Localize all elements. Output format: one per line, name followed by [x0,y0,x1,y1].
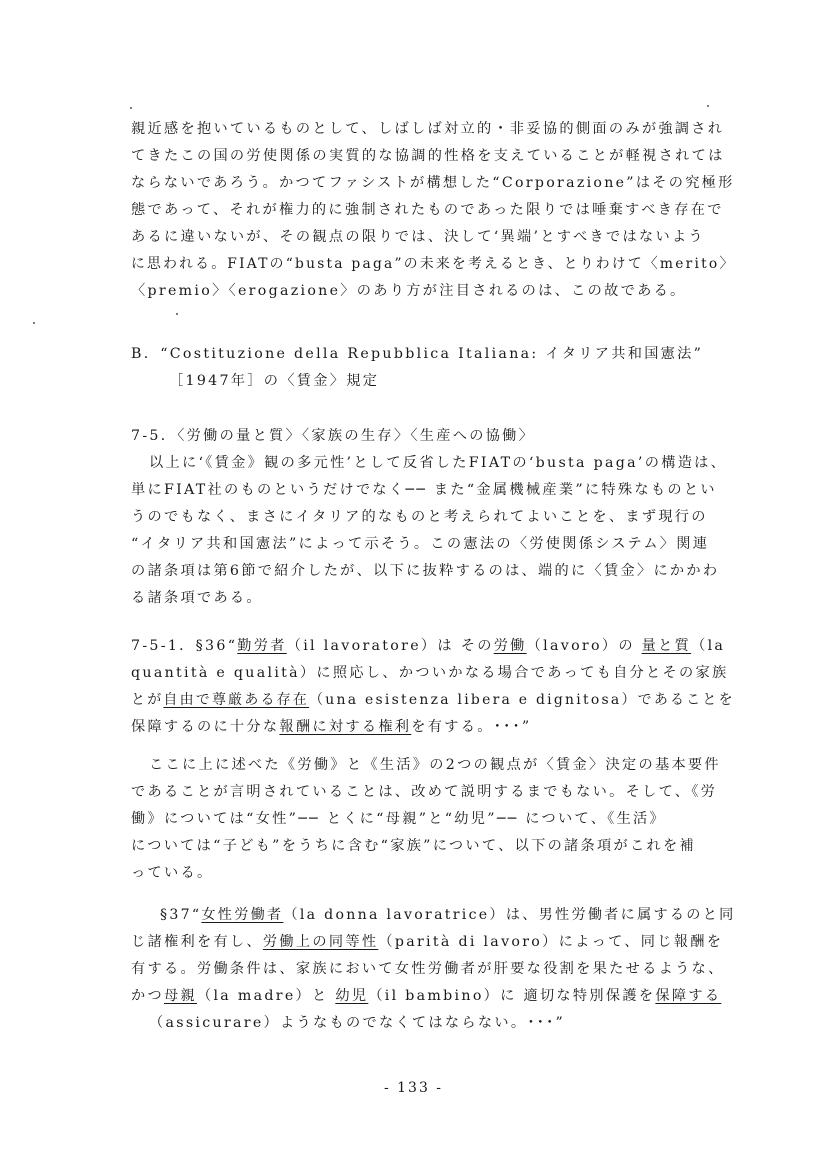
underlined-term: 保障する [655,988,722,1004]
quote-line: 有する。労働条件は、家族において女性労働者が肝要な役割を果たせるような、 [131,961,725,977]
text: （lavoro）の [526,638,642,654]
text-line: 態であって、それが権力的に強制されたものであった限りでは唾棄すべき存在で [131,202,724,218]
text: じ諸権利を有し、 [131,934,263,950]
text: 7-5-1．§36“ [131,638,238,654]
quote-line: quantità e qualità）に照応し、かついかなる場合であっても自分とその家族 [131,665,729,681]
text: §37“ [160,907,202,923]
scan-speck [33,322,35,324]
text-line: る諸条項である。 [131,590,263,606]
text: （una esistenza libera e dignitosa）であることを [309,692,735,708]
heading-line: ［1947年］の〈賃金〉規定 [169,373,380,389]
quote-line [131,987,721,1005]
scan-speck [130,107,132,109]
quote-line [131,691,735,709]
text-line: 以上に‘《賃金》観の多元性’として反省したFIATの‘busta paga’の構造は、 [149,455,728,471]
text-line: については“子ども”をうちに含む“家族”について、以下の諸条項がこれを補 [131,838,696,854]
text: 保障するのに十分な [131,719,280,735]
scan-speck [707,105,709,107]
quote-line: （assicurare）ようなものでなくてはならない。･･･” [149,1015,566,1031]
underlined-term: 労働 [493,638,527,654]
text: （la [691,638,726,654]
text: （parità di lavoro）によって、同じ報酬を [378,934,724,950]
quote-line [131,718,531,736]
heading-line: B．“Costituzione della Repubblica Italiana: イタリア共和国憲法” [131,346,704,362]
text-line: の諸条項は第6節で紹介したが、以下に抜粋するのは、端的に〈賃金〉にかかわ [131,563,720,579]
text: とが [131,692,164,708]
underlined-term: 勤労者 [237,638,287,654]
underlined-term: 幼児 [335,988,369,1004]
underlined-term: 報酬に対する権利 [279,719,412,735]
text-line: あるに違いないが、その観点の限りでは、決して‘異端’とすべきではないよう [131,229,705,245]
text-line: ここに上に述べた《労働》と《生活》の2つの観点が〈賃金〉決定の基本要件 [149,757,721,773]
text: （la donna lavoratrice）は、男性労働者に属するのと同 [283,907,736,923]
text-line: 親近感を抱いているものとして、しばしば対立的・非妥協的側面のみが強調され [131,121,725,137]
text: （il lavoratore）は その [286,638,494,654]
text-line: であることが言明されていることは、改めて説明するまでもない。そして、《労 [131,784,718,800]
quote-line [131,933,723,951]
text-line: ならないであろう。かつてファシストが構想した“Corporazione”はその究極形 [131,175,735,191]
text-line: うのでもなく、まさにイタリア的なものと考えられてよいことを、まず現行の [131,509,708,525]
underlined-term: 母親 [163,988,197,1004]
text-line: 単にFIAT社のものというだけでなく── また“金属機械産業”に特殊なものとい [131,482,717,498]
underlined-term: 量と質 [641,638,692,654]
text-line: っている。 [131,865,214,881]
underlined-term: 自由で尊厳ある存在 [163,692,310,708]
text: （la madre）と [196,988,336,1004]
text: を有する。･･･” [411,719,532,735]
section-heading-7-5: 7-5．〈労働の量と質〉〈家族の生存〉〈生産への協働〉 [131,428,536,444]
quote-line [160,906,736,924]
text: （il bambino）に 適切な特別保護を [368,988,656,1004]
text: かつ [131,988,164,1004]
underlined-term: 労働上の同等性 [262,934,379,950]
page-number: - 133 - [383,1080,444,1096]
quote-line [131,637,725,655]
text-line: に思われる。FIATの“busta paga”の未来を考えるとき、とりわけて〈merito〉 [131,256,736,272]
text-line: 働》については“女性”── とくに“母親”と“幼児”── について、《生活》 [131,811,667,827]
text-line: てきたこの国の労使関係の実質的な協調的性格を支えていることが軽視されては [131,148,725,164]
underlined-term: 女性労働者 [201,907,284,923]
text-line: “イタリア共和国憲法”によって示そう。この憲法の〈労使関係システム〉関連 [131,536,710,552]
text-line: 〈premio〉〈erogazione〉のあり方が注目されるのは、この故である。 [131,283,687,299]
scan-speck [176,313,178,315]
